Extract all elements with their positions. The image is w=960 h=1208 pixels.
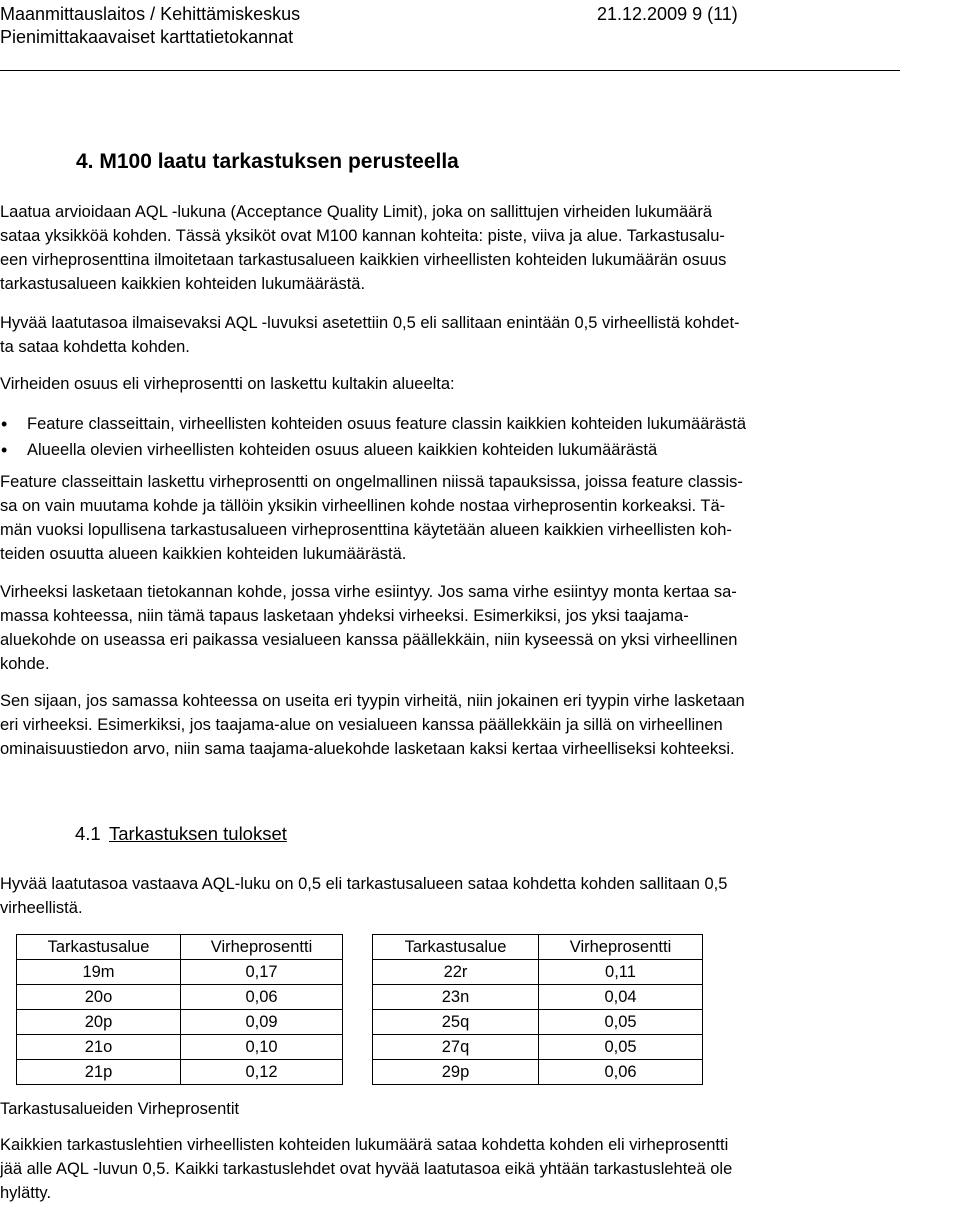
list-item: • Alueella olevien virheellisten kohteiden osuus alueen kaikkien kohteiden lukumäärästä [0,437,746,463]
text-line: teiden osuutta alueen kaikkien kohteiden lukumäärästä. [0,545,407,563]
table-cell: 0,05 [539,1035,703,1060]
paragraph-aql-threshold [0,311,958,359]
text-line: ominaisuustiedon arvo, niin sama taajama-aluekohde lasketaan kaksi kertaa virheelliseksi kohteeksi. [0,740,735,758]
subsection-number: 4.1 [75,823,101,844]
paragraph-aql-result [0,872,958,920]
table-cell: 29p [373,1060,539,1085]
text-line: Sen sijaan, jos samassa kohteessa on useita eri tyypin virheitä, niin jokainen eri tyypin virhe lasketaan [0,692,745,710]
text-line: Hyvää laatutasoa vastaava AQL-luku on 0,5 eli tarkastusalueen sataa kohdetta kohden sallitaan 0,5 [0,875,728,893]
table-cell: 20o [17,985,181,1010]
text-line: eri virheeksi. Esimerkiksi, jos taajama-alue on vesialueen kanssa päällekkäin ja sillä on virheellinen [0,716,723,734]
text-line: män vuoksi lopullisena tarkastusalueen virheprosenttina käytetään alueen kaikkien virheellisten koh- [0,521,732,539]
table-gap-cell [343,985,373,1010]
table-gap-cell [343,1010,373,1035]
table-header-cell: Tarkastusalue [17,935,181,960]
text-line: massa kohteessa, niin tämä tapaus lasketaan yhdeksi virheeksi. Esimerkiksi, jos yksi taajama- [0,607,689,625]
header-organization: Maanmittauslaitos / Kehittämiskeskus [0,4,301,24]
table-cell: 23n [373,985,539,1010]
paragraph-error-definition [0,580,958,676]
text-line: sataa yksikköä kohden. Tässä yksiköt ovat M100 kannan kohteita: piste, viiva ja alue. Tarkastusalu- [0,227,725,245]
table-row [17,1010,703,1035]
table-row [17,985,703,1010]
table-cell: 20p [17,1010,181,1035]
table-cell: 21p [17,1060,181,1085]
text-line: virheellistä. [0,899,83,917]
table-cell: 0,17 [181,960,343,985]
text-line: Virheeksi lasketaan tietokannan kohde, jossa virhe esiintyy. Jos sama virhe esiintyy monta kertaa sa- [0,583,737,601]
table-cell: 0,11 [539,960,703,985]
text-line: Virheiden osuus eli virheprosentti on laskettu kultakin alueelta: [0,375,455,393]
text-line: Laatua arvioidaan AQL -lukuna (Acceptance Quality Limit), joka on sallittujen virheiden lukumäärä [0,203,713,221]
subsection-heading-text: Tarkastuksen tulokset [109,823,287,844]
table-caption: Tarkastusalueiden Virheprosentit [0,1100,240,1118]
table-gap-cell [343,960,373,985]
paragraph-conclusion [0,1133,958,1205]
section-title: 4. M100 laatu tarkastuksen perusteella [76,150,459,173]
text-line: aluekohde on useassa eri paikassa vesialueen kanssa päällekkäin, niin kyseessä on yksi virheellinen [0,631,738,649]
header-rule [0,70,900,71]
text-line: Hyvää laatutasoa ilmaisevaksi AQL -luvuksi asetettiin 0,5 eli sallitaan enintään 0,5 virheellistä kohdet- [0,314,740,332]
text-line: ta sataa kohdetta kohden. [0,338,190,356]
text-line: hylätty. [0,1184,52,1202]
text-line: kohde. [0,655,50,673]
text-line: Kaikkien tarkastuslehtien virheellisten kohteiden lukumäärä sataa kohdetta kohden eli virheprosentti [0,1136,729,1154]
text-line: sa on vain muutama kohde ja tällöin yksikin virheellinen kohde nostaa virheprosentin korkeaksi. Tä- [0,497,726,515]
table-cell: 0,09 [181,1010,343,1035]
table-cell: 0,06 [181,985,343,1010]
header-subtitle: Pienimittakaavaiset karttatietokannat [0,27,294,47]
table-cell: 0,12 [181,1060,343,1085]
text-line: jää alle AQL -luvun 0,5. Kaikki tarkastuslehdet ovat hyvää laatutasoa eikä yhtään tarkastuslehteä ole [0,1160,733,1178]
table-gap-cell [343,1035,373,1060]
table-cell: 0,04 [539,985,703,1010]
paragraph-multiple-errors [0,689,958,761]
table-header-cell: Virheprosentti [539,935,703,960]
table-gap-cell [343,1060,373,1085]
paragraph-feature-class [0,470,958,566]
table-cell: 0,10 [181,1035,343,1060]
paragraph-aql-intro [0,200,958,296]
list-item: • Feature classeittain, virheellisten kohteiden osuus feature classin kaikkien kohteiden lukumäärästä [0,411,746,437]
bullet-list [0,411,746,463]
subsection-title [75,822,287,846]
table-row [17,1060,703,1085]
table-cell: 19m [17,960,181,985]
paragraph-error-share [0,372,958,396]
text-line: tarkastusalueen kaikkien kohteiden lukumäärästä. [0,275,366,293]
table-row [17,1035,703,1060]
text-line: Feature classeittain laskettu virheprosentti on ongelmallinen niissä tapauksissa, joissa feature classis- [0,473,743,491]
table-header-row [17,935,703,960]
table-cell: 0,06 [539,1060,703,1085]
table-gap-cell [343,935,373,960]
table-row [17,960,703,985]
table-cell: 21o [17,1035,181,1060]
text-line: een virheprosenttina ilmoitetaan tarkastusalueen kaikkien virheellisten kohteiden lukumäärän osuus [0,251,727,269]
header-date-page: 21.12.2009 9 (11) [597,4,738,24]
table-cell: 25q [373,1010,539,1035]
results-table [16,934,703,1085]
table-header-cell: Virheprosentti [181,935,343,960]
table-header-cell: Tarkastusalue [373,935,539,960]
table-cell: 27q [373,1035,539,1060]
table-cell: 22r [373,960,539,985]
table-cell: 0,05 [539,1010,703,1035]
